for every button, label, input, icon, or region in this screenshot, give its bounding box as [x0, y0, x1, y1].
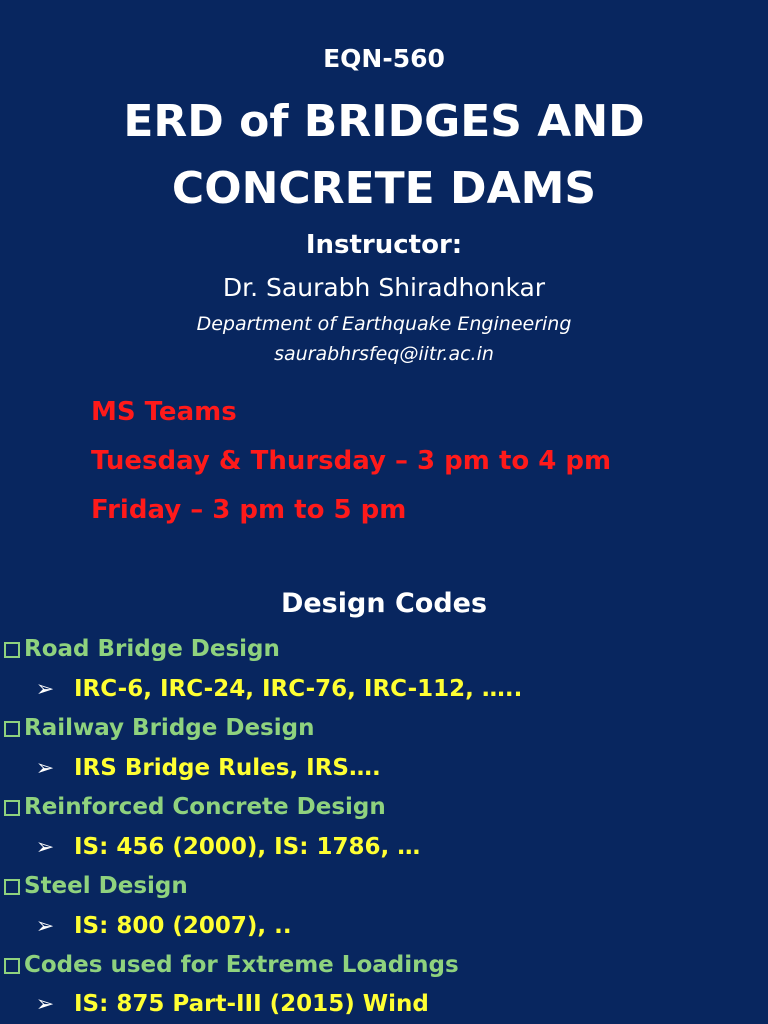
category-item [4, 952, 459, 978]
checkbox-icon [4, 879, 20, 895]
codes-label: IS: 800 (2007), .. [74, 913, 292, 939]
course-code: EQN-560 [323, 44, 445, 73]
category-item [4, 636, 280, 662]
checkbox-icon [4, 958, 20, 974]
arrow-bullet-icon: ➢ [35, 991, 55, 1017]
slide-title-line-2: CONCRETE DAMS [171, 163, 597, 214]
category-label: Railway Bridge Design [24, 715, 315, 741]
category-label: Codes used for Extreme Loadings [24, 952, 459, 978]
design-codes-heading: Design Codes [280, 588, 488, 619]
checkbox-icon [4, 721, 20, 737]
arrow-bullet-icon: ➢ [35, 834, 55, 860]
codes-item [32, 913, 292, 939]
codes-label: IRS Bridge Rules, IRS…. [74, 755, 381, 781]
checkbox-icon [4, 800, 20, 816]
schedule-slot-2: Friday – 3 pm to 5 pm [91, 495, 407, 525]
schedule-platform: MS Teams [91, 397, 237, 427]
schedule-slot-1: Tuesday & Thursday – 3 pm to 4 pm [91, 446, 612, 476]
department: Department of Earthquake Engineering [196, 313, 572, 335]
category-label: Steel Design [24, 873, 188, 899]
slide-title-line-1: ERD of BRIDGES AND [123, 96, 645, 147]
category-item [4, 715, 314, 741]
codes-label: IS: 456 (2000), IS: 1786, … [74, 834, 421, 860]
category-item [4, 873, 188, 899]
arrow-bullet-icon: ➢ [35, 755, 55, 781]
codes-item [32, 676, 522, 702]
checkbox-icon [4, 642, 20, 658]
codes-item [32, 834, 420, 860]
category-label: Road Bridge Design [24, 636, 280, 662]
instructor-name: Dr. Saurabh Shiradhonkar [222, 273, 546, 302]
instructor-email: saurabhrsfeq@iitr.ac.in [274, 343, 494, 365]
codes-item [32, 755, 381, 781]
arrow-bullet-icon: ➢ [35, 913, 55, 939]
category-item [4, 794, 386, 820]
codes-item [32, 991, 429, 1017]
instructor-label: Instructor: [305, 230, 463, 260]
arrow-bullet-icon: ➢ [35, 676, 55, 702]
codes-label: IS: 875 Part-III (2015) Wind [74, 991, 429, 1017]
codes-label: IRC-6, IRC-24, IRC-76, IRC-112, ….. [74, 676, 523, 702]
category-label: Reinforced Concrete Design [24, 794, 386, 820]
